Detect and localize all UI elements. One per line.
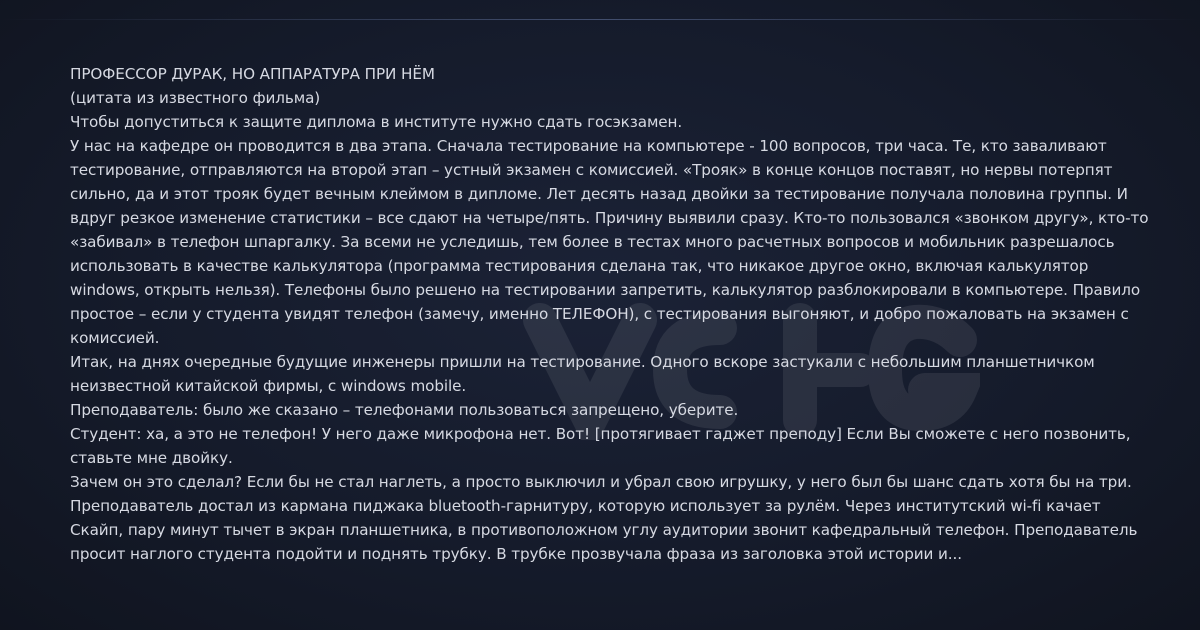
story-paragraph: Чтобы допуститься к защите диплома в институте нужно сдать госэкзамен. [70,113,683,131]
story-paragraph: Зачем он это сделал? Если бы не стал наглеть, а просто выключил и убрал свою игрушку, у него был бы шанс сдать хотя бы на три. Преподаватель достал из кармана пиджака bluetooth-гарнитуру, которую использует за рулём. Через институтский wi-fi качает Скайп, пару минут тычет в экран планшетника, в противоположном углу аудитории звонит кафедральный телефон. Преподаватель просит наглого студента подойти и поднять трубку. В трубке прозвучала фраза из заголовка этой истории и... [70,473,1138,563]
story-subtitle: (цитата из известного фильма) [70,89,321,107]
story-paragraph: Итак, на днях очередные будущие инженеры пришли на тестирование. Одного вскоре застукали с небольшим планшетничком неизвестной китайской фирмы, с windows mobile. [70,353,1095,395]
top-divider [0,19,1200,20]
story-paragraph: Студент: ха, а это не телефон! У него даже микрофона нет. Вот! [протягивает гаджет преподу] Если Вы сможете с него позвонить, ставьте мне двойку. [70,425,1131,467]
story-title: ПРОФЕССОР ДУРАК, НО АППАРАТУРА ПРИ НЁМ [70,65,435,83]
story-paragraph: Преподаватель: было же сказано – телефонами пользоваться запрещено, уберите. [70,401,739,419]
story-paragraph: У нас на кафедре он проводится в два этапа. Сначала тестирование на компьютере - 100 вопросов, три часа. Те, кто заваливают тестирование, отправляются на второй этап – устный экзамен с комиссией. «Трояк» в конце концов поставят, но нервы потерпят сильно, да и этот трояк будет вечным клеймом в дипломе. Лет десять назад двойки за тестирование получала половина группы. И вдруг резкое изменение статистики – все сдают на четыре/пять. Причину выявили сразу. Кто-то пользовался «звонком другу», кто-то «забивал» в телефон шпаргалку. За всеми не уследишь, тем более в тестах много расчетных вопросов и мобильник разрешалось использовать в качестве калькулятора (программа тестирования сделана так, что никакое другое окно, включая калькулятор windows, открыть нельзя). Телефоны было решено на тестировании запретить, калькулятор разблокировали в компьютере. Правило простое – если у студента увидят телефон (замечу, именно ТЕЛЕФОН), с тестирования выгоняют, и добро пожаловать на экзамен с комиссией. [70,137,1149,347]
story-article [70,62,1150,566]
